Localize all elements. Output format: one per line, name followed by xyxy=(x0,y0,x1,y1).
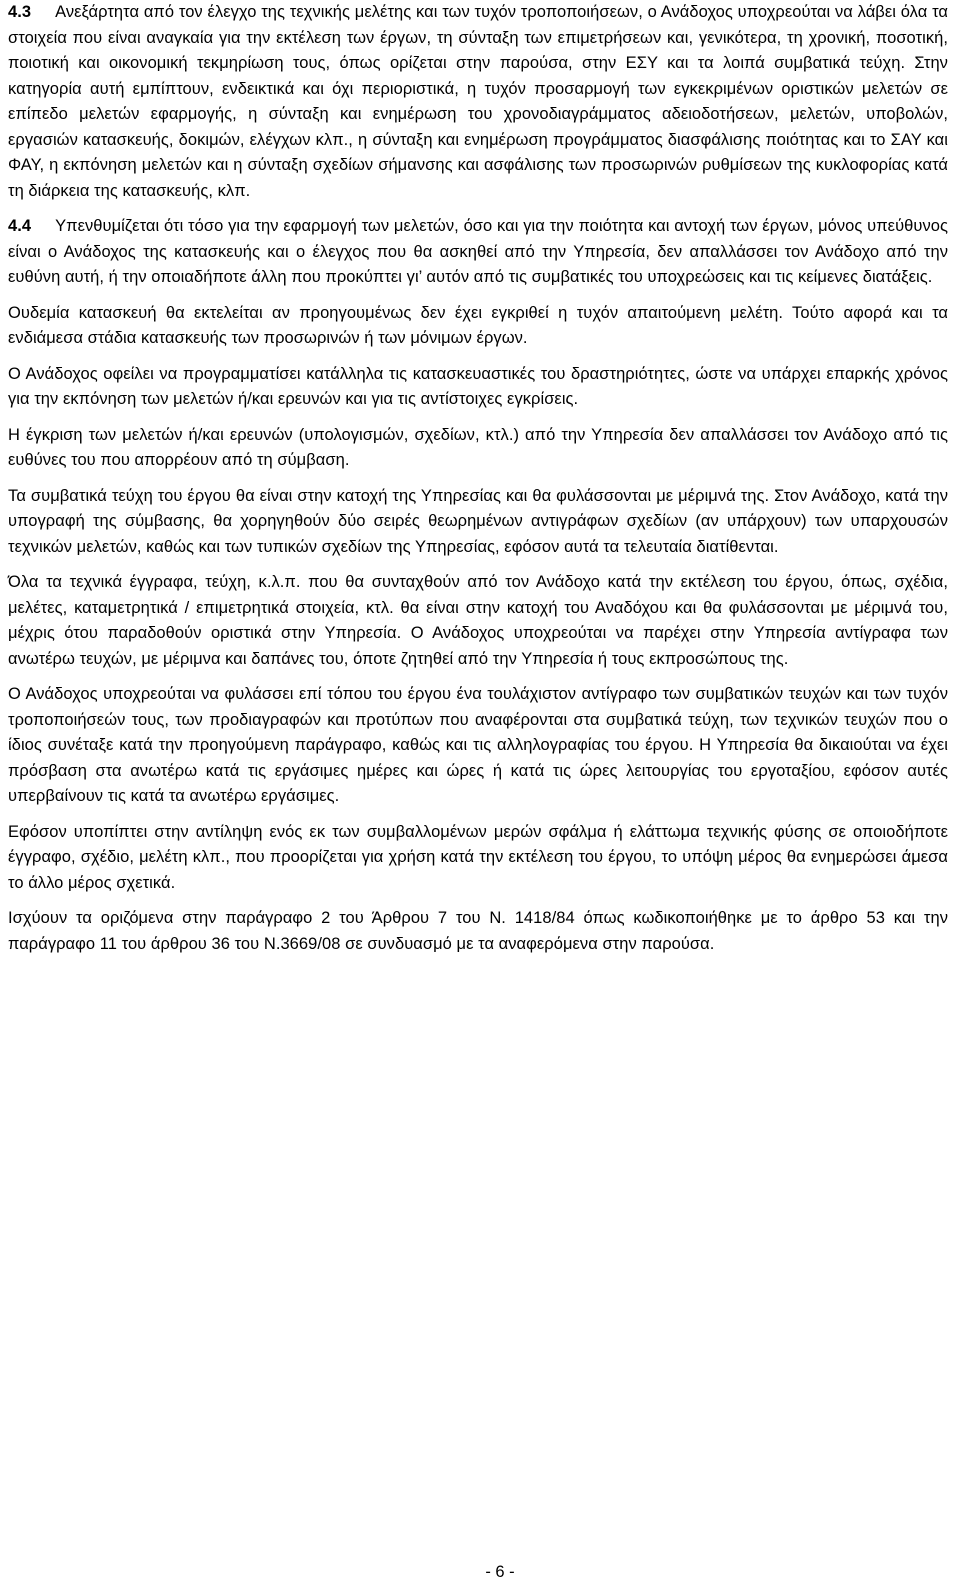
paragraph: Εφόσον υποπίπτει στην αντίληψη ενός εκ των συμβαλλομένων μερών σφάλμα ή ελάττωμα τεχνικής φύσης σε οποιοδήποτε έγγραφο, σχέδιο, μελέτη κλπ., που προορίζεται για χρήση κατά την εκτέλεση του έργου, το υπόψη μέρος θα ενημερώσει άμεσα το άλλο μέρος σχετικά. xyxy=(8,822,948,892)
paragraph: Ο Ανάδοχος οφείλει να προγραμματίσει κατάλληλα τις κατασκευαστικές του δραστηριότητες, ώστε να υπάρχει επαρκής χρόνος για την εκπόνηση των μελετών ή/και ερευνών και για τις αντίστοιχες εγκρίσεις. xyxy=(8,364,948,408)
paragraph: Όλα τα τεχνικά έγγραφα, τεύχη, κ.λ.π. που θα συνταχθούν από τον Ανάδοχο κατά την εκτέλεση του έργου, όπως, σχέδια, μελέτες, καταμετρητικά / επιμετρητικά στοιχεία, κτλ. θα είναι στην κατοχή του Αναδόχου και θα φυλάσσονται με μέριμνά του, μέχρις ότου παραδοθούν οριστικά στην Υπηρεσία. Ο Ανάδοχος υποχρεούται να παρέχει στην Υπηρεσία αντίγραφα των ανωτέρω τευχών, με μέριμνα και δαπάνες του, όποτε ζητηθεί από την Υπηρεσία ή τους εκπροσώπους της. xyxy=(8,573,948,668)
paragraph: Τα συμβατικά τεύχη του έργου θα είναι στην κατοχή της Υπηρεσίας και θα φυλάσσονται με μέριμνά της. Στον Ανάδοχο, κατά την υπογραφή της σύμβασης, θα χορηγηθούν δύο σειρές θεωρημένων αντιγράφων σχεδίων (αν υπάρχουν) των υπαρχουσών τεχνικών μελετών, καθώς και των τυπικών σχεδίων της Υπηρεσίας, εφόσον αυτά τα τελευταία διατίθενται. xyxy=(8,486,948,556)
paragraph-4-3 xyxy=(8,0,948,204)
paragraph: Ο Ανάδοχος υποχρεούται να φυλάσσει επί τόπου του έργου ένα τουλάχιστον αντίγραφο των συμβατικών τευχών και των τυχόν τροποποιήσεών τους, των προδιαγραφών και προτύπων που αναφέρονται στα συμβατικά τεύχη, των τεχνικών τευχών που ο ίδιος συνέταξε κατά την προηγούμενη παράγραφο, καθώς και τις αλληλογραφίας του έργου. Η Υπηρεσία θα δικαιούται να έχει πρόσβαση στα ανωτέρω κατά τις εργάσιμες ημέρες και ώρες ή κατά τις ώρες λειτουργίας του εργοταξίου, εφόσον αυτές υπερβαίνουν τις κατά τα ανωτέρω εργάσιμες. xyxy=(8,685,948,805)
section-number: 4.3 xyxy=(8,3,32,21)
page-number xyxy=(0,1562,960,1582)
paragraph-text: Ανεξάρτητα από τον έλεγχο της τεχνικής μελέτης και των τυχόν τροποποιήσεων, ο Ανάδοχος υποχρεούται να λάβει όλα τα στοιχεία που είναι αναγκαία για την εκτέλεση των έργων, τη σύνταξη των επιμετρήσεων και, γενικότερα, τη χρονική, ποσοτική, ποιοτική και οικονομική τεκμηρίωση τους, όπως ορίζεται στην παρούσα, στην ΕΣΥ και τα λοιπά συμβατικά τεύχη. Στην κατηγορία αυτή εμπίπτουν, ενδεικτικά και όχι περιοριστικά, η τυχόν προσαρμογή των εγκεκριμένων οριστικών μελετών σε επίπεδο μελετών εφαρμογής, η σύνταξη και ενημέρωση του χρονοδιαγράμματος αδειοδοτήσεων, μελετών, υποβολών, εργασιών κατασκευής, δοκιμών, ελέγχων κλπ., η σύνταξη και ενημέρωση προγράμματος διασφάλισης ποιότητας και το ΣΑΥ και ΦΑΥ, η εκπόνηση μελετών και η σύνταξη σχεδίων σήμανσης και ασφάλισης των προσωρινών ρυθμίσεων της κυκλοφορίας κατά τη διάρκεια της κατασκευής, κλπ. xyxy=(8,3,948,200)
paragraph-text: Υπενθυμίζεται ότι τόσο για την εφαρμογή των μελετών, όσο και για την ποιότητα και αντοχή των έργων, μόνος υπεύθυνος είναι ο Ανάδοχος της κατασκευής και ο έλεγχος που θα ασκηθεί από την Υπηρεσία, δεν απαλλάσσει τον Ανάδοχο από την ευθύνη αυτή, ή την οποιαδήποτε άλλη που προκύπτει γι’ αυτόν από τις συμβατικές του υποχρεώσεις και τις κείμενες διατάξεις. xyxy=(8,217,948,286)
document-page xyxy=(8,0,948,967)
page-number-text: - 6 - xyxy=(485,1563,515,1581)
paragraph: Ουδεμία κατασκευή θα εκτελείται αν προηγουμένως δεν έχει εγκριθεί η τυχόν απαιτούμενη μελέτη. Τούτο αφορά και τα ενδιάμεσα στάδια κατασκευής των προσωρινών ή των μόνιμων έργων. xyxy=(8,303,948,347)
section-number: 4.4 xyxy=(8,217,32,235)
paragraph: Η έγκριση των μελετών ή/και ερευνών (υπολογισμών, σχεδίων, κτλ.) από την Υπηρεσία δεν απαλλάσσει τον Ανάδοχο από τις ευθύνες του που απορρέουν από τη σύμβαση. xyxy=(8,425,948,469)
paragraph: Ισχύουν τα οριζόμενα στην παράγραφο 2 του Άρθρου 7 του Ν. 1418/84 όπως κωδικοποιήθηκε με το άρθρο 53 και την παράγραφο 11 του άρθρου 36 του Ν.3669/08 σε συνδυασμό με τα αναφερόμενα στην παρούσα. xyxy=(8,909,948,953)
paragraph-4-4 xyxy=(8,214,948,291)
